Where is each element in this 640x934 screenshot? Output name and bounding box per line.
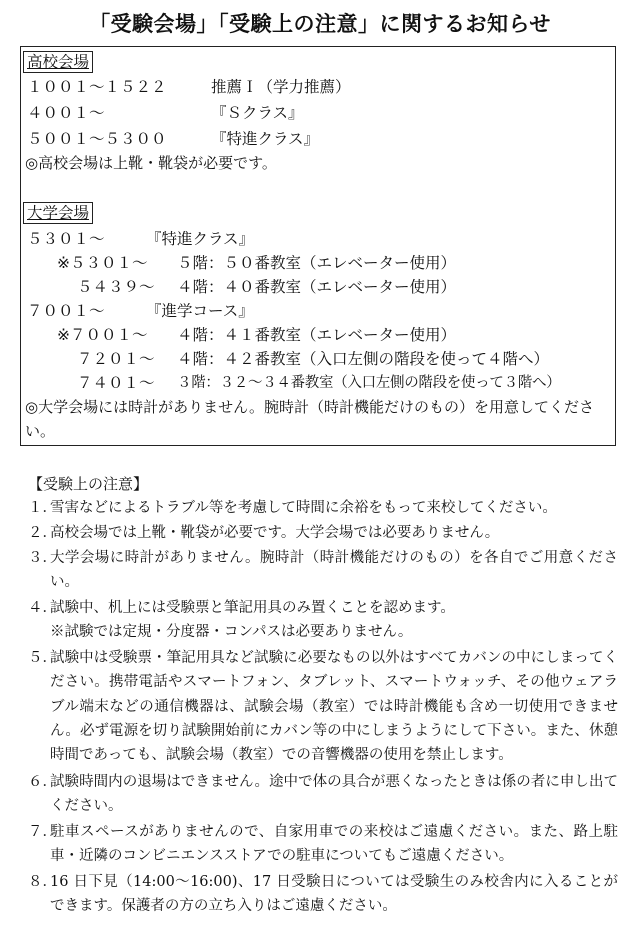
course-text: 『Ｓクラス』 [211, 104, 304, 122]
item-sub-note: ※試験では定規・分度器・コンパスは必要ありません。 [50, 624, 413, 640]
room-text: ３階：３２〜３４番教室（入口左側の階段を使って３階へ） [177, 375, 561, 391]
item-text: 高校会場では上靴・靴袋が必要です。大学会場では必要ありません。 [50, 525, 500, 541]
room-range-text: ※５３０１〜 [57, 254, 148, 272]
course-text: 推薦Ｉ（学力推薦） [211, 78, 351, 96]
item-text: 雪害などによるトラブル等を考慮して時間に余裕をもって来校してください。 [50, 500, 557, 516]
room-range-text: ７４０１〜 [77, 374, 155, 392]
item-number: ７． [28, 824, 57, 840]
room-text: ４階：４０番教室（エレベーター使用） [177, 278, 457, 296]
item-text: 駐車スペースがありませんので、自家用車での来校はご遠慮ください。また、路上駐車・近隣のコンビニエンスストアでの駐車についてもご遠慮ください。 [50, 824, 618, 865]
high-school-heading: 高校会場 [23, 51, 93, 73]
room-range-text: ５４３９〜 [77, 278, 155, 296]
item-text: 試験中は受験票・筆記用具など試験に必要なもの以外はすべてカバンの中にしまってください。携帯電話やスマートフォン、タブレット、スマートウォッチ、その他ウェアラブル端末などの通信機器は、試験会場（教室）では時計機能も含め一切使用できません。必ず電源を切り試験開始前にカバン等の中にしまうようにして下さい。また、休憩時間であっても、試験会場（教室）での音響機器の使用を禁止します。 [50, 650, 618, 764]
room-range-text: ７２０１〜 [77, 350, 155, 368]
list-item [28, 646, 618, 767]
item-text: 16 日下見（14:00〜16:00)、17 日受験日については受験生のみ校舎内に入ることができます。保護者の方の立ち入りはご遠慮ください。 [50, 874, 618, 915]
university-note: ◎大学会場には時計がありません。腕時計（時計機能だけのもの）を用意してください。 [25, 398, 594, 440]
item-number: ６． [28, 774, 57, 790]
list-item [28, 870, 618, 919]
item-number: ４． [28, 600, 57, 616]
high-school-note: ◎高校会場は上靴・靴袋が必要です。 [25, 154, 277, 172]
list-item [28, 596, 618, 620]
item-number: １． [28, 500, 57, 516]
item-number: ８． [28, 874, 57, 890]
list-item [28, 546, 618, 595]
item-number: ３． [28, 550, 57, 566]
list-item [28, 521, 618, 545]
course-text: 『特進クラス』 [146, 230, 255, 248]
room-text: ４階：４１番教室（エレベーター使用） [177, 326, 457, 344]
room-range-text: ※７００１〜 [57, 326, 148, 344]
page-title: 「受験会場」「受験上の注意」に関するお知らせ [89, 11, 551, 36]
item-number: ２． [28, 525, 57, 541]
university-heading: 大学会場 [23, 202, 93, 224]
course-text: 『特進クラス』 [211, 130, 320, 148]
room-text: ５階：５０番教室（エレベーター使用） [177, 254, 457, 272]
range-text: ５３０１〜 [27, 230, 105, 248]
list-item [28, 496, 618, 520]
item-text: 試験中、机上には受験票と筆記用具のみ置くことを認めます。 [50, 600, 455, 616]
range-text: ４００１〜 [27, 104, 105, 122]
venue-box [20, 46, 616, 446]
item-text: 試験時間内の退場はできません。途中で体の具合が悪くなったときは係の者に申し出てください。 [50, 774, 618, 815]
item-number: ５． [28, 650, 57, 666]
range-text: ７００１〜 [27, 302, 105, 320]
course-text: 『進学コース』 [146, 302, 254, 320]
room-text: ４階：４２番教室（入口左側の階段を使って４階へ） [177, 350, 550, 368]
range-text: １００１〜１５２２ [27, 78, 167, 96]
list-item [28, 770, 618, 819]
range-text: ５００１〜５３００ [27, 130, 167, 148]
precautions-heading: 【受験上の注意】 [28, 475, 149, 493]
item-text: 大学会場に時計がありません。腕時計（時計機能だけのもの）を各自でご用意ください。 [50, 550, 618, 591]
list-item [28, 820, 618, 869]
